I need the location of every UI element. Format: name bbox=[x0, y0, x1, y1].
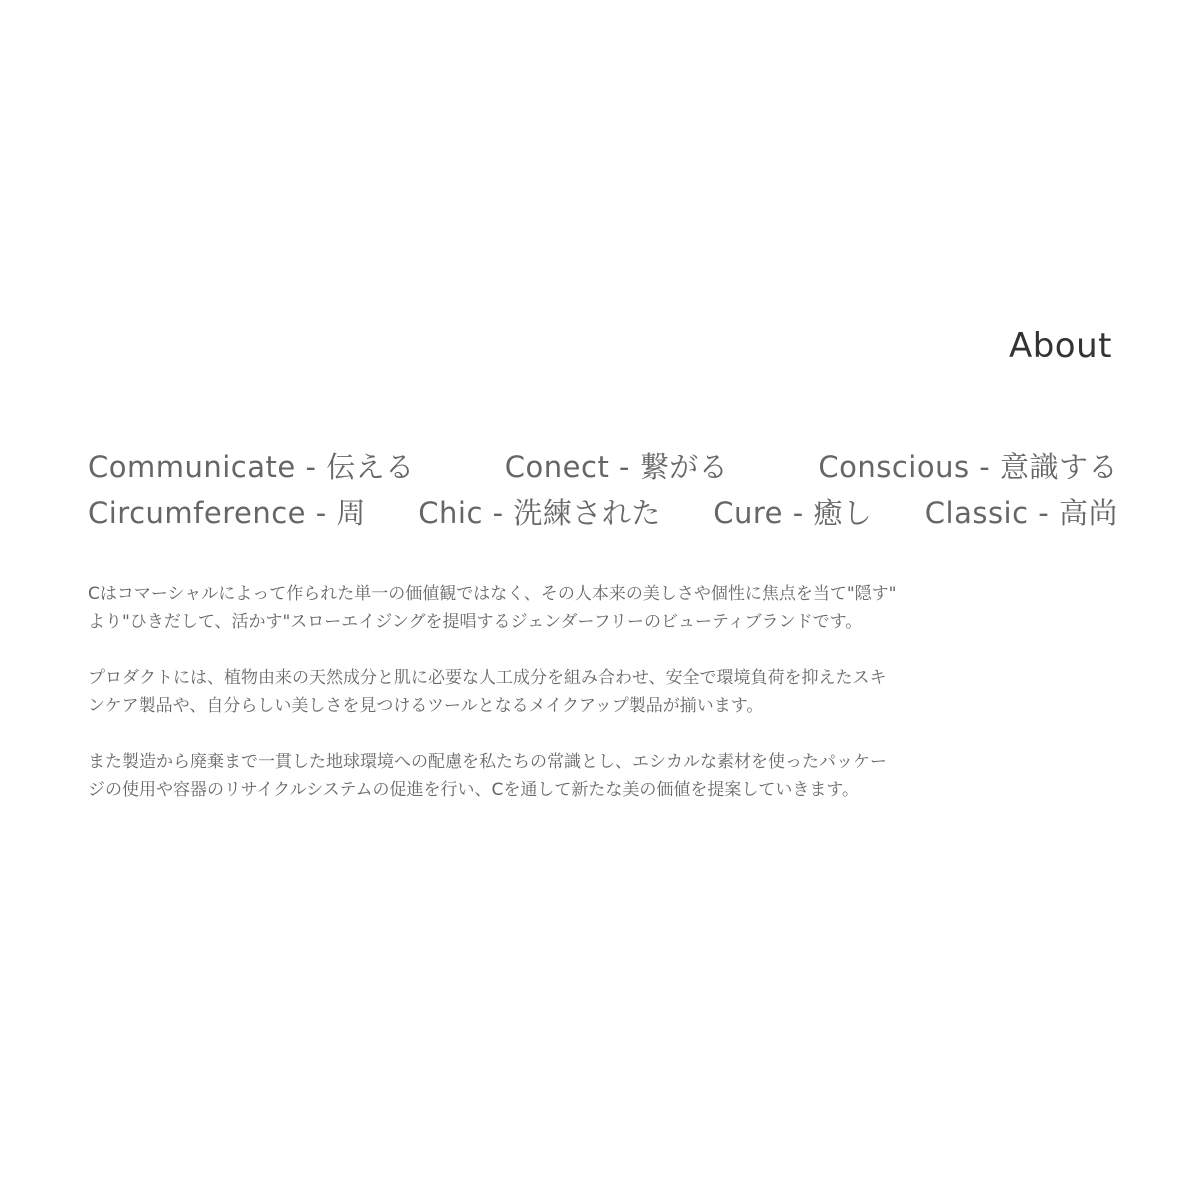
keyword-row bbox=[88, 490, 1118, 532]
description-paragraph bbox=[88, 748, 1118, 804]
keyword-conscious: Conscious - 意識する bbox=[818, 449, 1118, 484]
description-paragraph bbox=[88, 580, 1118, 636]
keyword-conect: Conect - 繋がる bbox=[504, 449, 729, 484]
brand-keywords bbox=[88, 444, 1118, 536]
description-paragraph bbox=[88, 664, 1118, 720]
paragraph-line: Cはコマーシャルによって作られた単一の価値観ではなく、その人本来の美しさや個性に焦点を当て"隠す" bbox=[88, 584, 897, 604]
paragraph-line: ジの使用や容器のリサイクルシステムの促進を行い、Cを通して新たな美の価値を提案していきます。 bbox=[88, 780, 860, 800]
keyword-chic: Chic - 洗練された bbox=[418, 495, 661, 530]
keyword-classic: Classic - 高尚 bbox=[924, 495, 1118, 530]
keyword-cure: Cure - 癒し bbox=[713, 495, 873, 530]
paragraph-line: ンケア製品や、自分らしい美しさを見つけるツールとなるメイクアップ製品が揃います。 bbox=[88, 696, 764, 716]
keyword-communicate: Communicate - 伝える bbox=[88, 449, 415, 484]
paragraph-line: より"ひきだして、活かす"スローエイジングを提唱するジェンダーフリーのビューティブランドです。 bbox=[88, 612, 863, 632]
keyword-circumference: Circumference - 周 bbox=[88, 495, 366, 530]
paragraph-line: また製造から廃棄まで一貫した地球環境への配慮を私たちの常識とし、エシカルな素材を使ったパッケー bbox=[88, 752, 887, 772]
page-title: About bbox=[1008, 326, 1112, 366]
paragraph-line: プロダクトには、植物由来の天然成分と肌に必要な人工成分を組み合わせ、安全で環境負荷を抑えたスキ bbox=[88, 668, 887, 688]
about-description bbox=[88, 580, 1118, 832]
keyword-row bbox=[88, 444, 1118, 486]
